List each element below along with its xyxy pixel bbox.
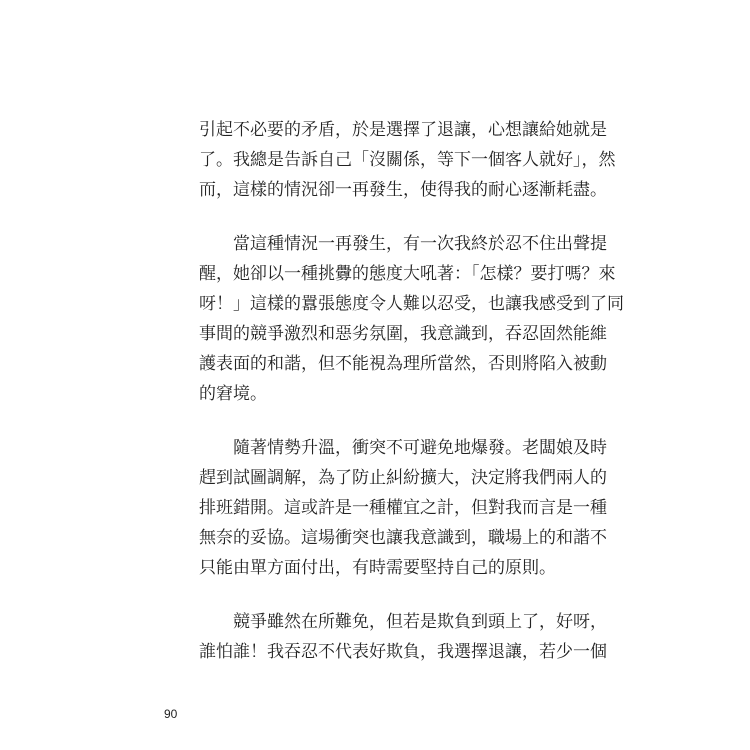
paragraph bbox=[199, 607, 607, 667]
text-line: 而，這樣的情況卻一再發生，使得我的耐心逐漸耗盡。 bbox=[199, 180, 607, 200]
text-line: 的窘境。 bbox=[199, 384, 267, 404]
body-text bbox=[199, 115, 624, 691]
text-line: 當這種情況一再發生，有一次我終於忍不住出聲提 bbox=[233, 234, 607, 254]
text-line: 了。我總是告訴自己「沒關係，等下一個客人就好」，然 bbox=[199, 150, 616, 170]
paragraph bbox=[199, 115, 616, 205]
text-line: 趕到試圖調解，為了防止糾紛擴大，決定將我們兩人的 bbox=[199, 468, 607, 488]
text-line: 呀！」這樣的囂張態度令人難以忍受，也讓我感受到了同 bbox=[199, 294, 624, 314]
text-line: 醒，她卻以一種挑釁的態度大吼著：「怎樣？要打嗎？來 bbox=[199, 264, 616, 284]
text-line: 只能由單方面付出，有時需要堅持自己的原則。 bbox=[199, 558, 556, 578]
text-line: 排班錯開。這或許是一種權宜之計，但對我而言是一種 bbox=[199, 498, 607, 518]
text-line: 引起不必要的矛盾，於是選擇了退讓，心想讓給她就是 bbox=[199, 120, 607, 140]
paragraph bbox=[199, 229, 624, 409]
text-line: 隨著情勢升溫，衝突不可避免地爆發。老闆娘及時 bbox=[233, 438, 607, 458]
page-number: 90 bbox=[164, 707, 178, 721]
text-line: 護表面的和諧，但不能視為理所當然，否則將陷入被動 bbox=[199, 354, 607, 374]
paragraph bbox=[199, 433, 607, 583]
text-line: 事間的競爭激烈和惡劣氛圍，我意識到，吞忍固然能維 bbox=[199, 324, 607, 344]
text-line: 無奈的妥協。這場衝突也讓我意識到，職場上的和諧不 bbox=[199, 528, 607, 548]
text-line: 競爭雖然在所難免，但若是欺負到頭上了，好呀， bbox=[233, 612, 607, 632]
text-line: 誰怕誰！我吞忍不代表好欺負，我選擇退讓，若少一個 bbox=[199, 642, 607, 662]
